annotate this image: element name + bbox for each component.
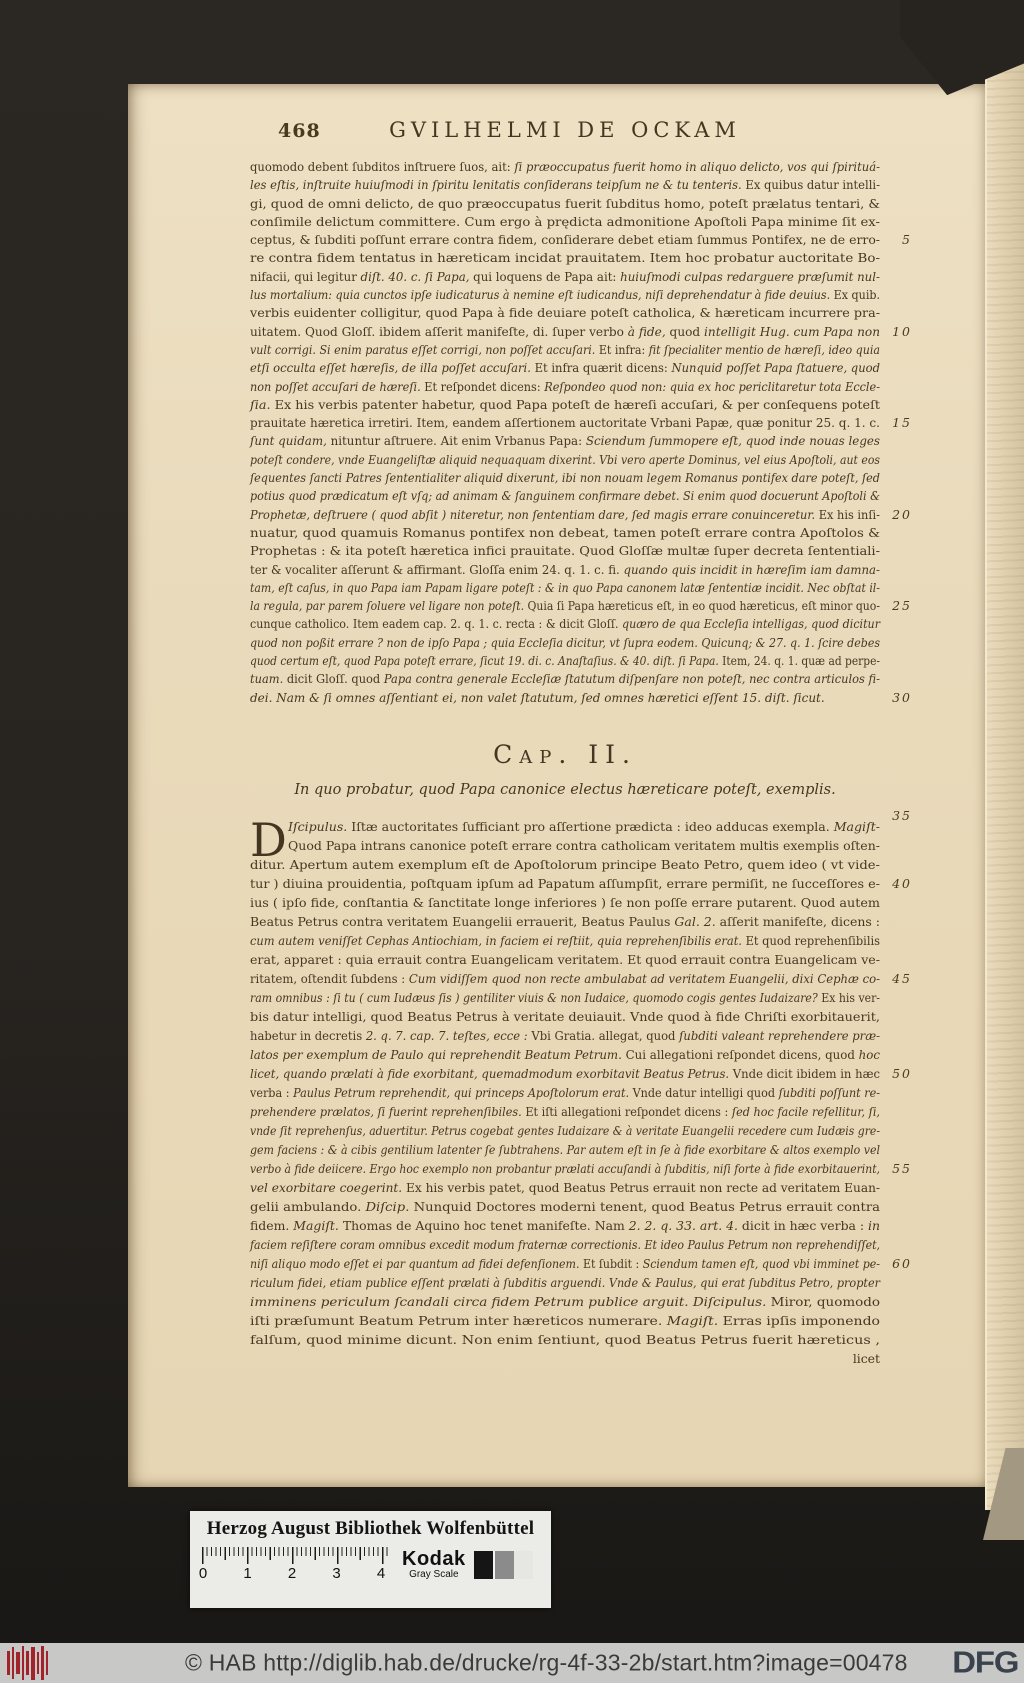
margin-line-number: 5 xyxy=(902,232,912,248)
text-line: tur ) diuina prouidentia, poſtquam ipſum ad Papatum aſſumpſit, errare permiſit, ne ſucceſſores e- 40 xyxy=(250,875,912,891)
text-line: verbo à fide deiicere. Ergo hoc exemplo non probantur prælati accuſandi à ſubditis, niſi forte à fide exorbitauerint, 55 xyxy=(250,1160,912,1176)
page-content xyxy=(128,84,985,1368)
dfg-logo: DFG xyxy=(951,1644,1018,1680)
page-header-row xyxy=(250,118,880,142)
showthrough-texture xyxy=(987,40,1024,1510)
label-scale-row xyxy=(190,1540,551,1582)
margin-line-number: 20 xyxy=(892,506,912,522)
ruler-ticks xyxy=(202,1547,388,1564)
text-line: riculum fidei, etiam publice eſſent prælati à ſubditis arguendi. Vnde & Paulus, qui erat ſubditus Petro, propter xyxy=(250,1274,880,1290)
text-line: cum autem veniſſet Cephas Antiochiam, in faciem ei reſtiit, quia reprehenſibilis erat. Et quod reprehenſibilis xyxy=(250,932,880,948)
text-line: erat, apparet : quia errauit contra Euangelicam veritatem. Et quod errauit contra Euangelicam ve- xyxy=(250,951,880,967)
ruler-number: 1 xyxy=(243,1565,252,1582)
footer-bar xyxy=(0,1643,1024,1683)
text-line: gi, quod de omni delicto, de quo præoccupatus fuerit ſubditus homo, poteſt prælatus tentari, & xyxy=(250,196,880,211)
text-line: verba : Paulus Petrum reprehendit, qui princeps Apoſtolorum erat. Vnde datur intelligi quod ſubditi poſſunt re- xyxy=(250,1084,880,1100)
hab-red-barcode-icon xyxy=(7,1646,63,1680)
ruler-number: 4 xyxy=(376,1565,386,1582)
text-line: imminens periculum ſcandali circa fidem Petrum publice arguit. Diſcipulus. Miror, quomodo xyxy=(250,1293,880,1309)
text-line: re contra fidem tentatus in hæreticam incidat prauitatem. Item hoc probatur auctoritate Bo- xyxy=(250,251,880,266)
text-line: ditur. Apertum autem exemplum eſt de Apoſtolorum principe Beato Petro, quem ideo ( vt vide- xyxy=(250,856,880,872)
text-line: ram omnibus : ſi tu ( cum Iudæus ſis ) gentiliter viuis & non Iudaice, quomodo cogis gentes Iudaizare? Ex his ver- xyxy=(250,989,880,1005)
text-line: Iſcipulus. Iſtæ auctoritates ſufficiant pro aſſertione prædicta : ideo adducas exempla. Magiſt- xyxy=(288,818,880,834)
margin-line-number: 45 xyxy=(892,970,912,986)
text-line: quod certum eſt, quod Papa poteſt errare, ſicut 19. di. c. Anaſtaſius. & 40. diſt. ſi Papa. Item, 24. q. 1. quæ ad perpe- xyxy=(250,654,880,669)
margin-line-number: 15 xyxy=(892,415,912,431)
text-line: la regula, par parem ſoluere vel ligare non poteſt. Quia ſi Papa hæreticus eſt, in eo quod hæreticus, eſt minor quo- 25 xyxy=(250,597,880,615)
margin-line-number: 10 xyxy=(892,323,912,339)
cm-ruler xyxy=(198,1547,392,1582)
kodak-grayscale-caption: Gray Scale xyxy=(409,1569,459,1580)
text-line: verbis euidenter colligitur, quod Papa à fide deuiare poteſt catholica, & hæreticam incurrere pra- xyxy=(250,306,881,321)
ruler-numbers xyxy=(197,1565,387,1582)
text-line: iſti præſumunt Beatum Petrum inter hæreticos numerare. Magiſt. Erras ipſis imponendo xyxy=(250,1312,880,1328)
text-line: nuatur, quod quamuis Romanus pontifex non debeat, tamen poteſt errare contra Apoſtolos & xyxy=(250,525,880,540)
text-line: ceptus, & ſubditi poſſunt errare contra fidem, conſiderare debet etiam ſummus Pontifex, ne de erro- 5 xyxy=(250,231,880,249)
text-line: faciem reſiſtere coram omnibus excedit modum fraternæ correctionis. Et ideo Paulus Petrum non reprehendiſſet, xyxy=(250,1236,880,1252)
text-line: habetur in decretis 2. q. 7. cap. 7. teſtes, ecce : Vbi Gratia. allegat, quod ſubditi valeant reprehendere præ- xyxy=(250,1027,880,1043)
text-line: prauitate hæretica irretiri. Item, eandem aſſertionem auctoritate Vrbani Papæ, quæ ponitur 25. q. 1. c. 15 xyxy=(250,414,880,432)
library-label-card xyxy=(190,1511,551,1608)
kodak-grayscale-label xyxy=(402,1550,466,1580)
library-name: Herzog August Bibliothek Wolfenbüttel xyxy=(206,1518,535,1539)
text-line: Quod Papa intrans canonice poteſt errare contra catholicam veritatem multis exemplis oſten- xyxy=(288,837,881,853)
text-line: bis datur intelligi, quod Beatus Petrus à veritate deuiauit. Vnde quod à fide Chriſti exorbitauerit, xyxy=(250,1008,880,1024)
text-line: falſum, quod minime dicunt. Non enim ſentiunt, quod Beatus Petrus fuerit hæreticus , xyxy=(250,1331,880,1347)
text-line: lus mortalium: quia cunctos ipſe iudicaturus à nemine eſt iudicandus, niſi deprehendatur à fide deuius. Ex quib. xyxy=(250,288,880,303)
running-title: GVILHELMI DE OCKAM xyxy=(389,118,741,142)
copyright-url-text: © HAB http://diglib.hab.de/drucke/rg-4f-33-2b/start.htm?image=00478 xyxy=(185,1649,908,1676)
text-line: tuam. dicit Gloſſ. quod Papa contra generale Eccleſiæ ſtatutum diſpenſare non poteſt, nec contra articulos fi- xyxy=(250,672,880,687)
text-line: gem faciens : & à cibis gentilium latenter ſe ſubtrahens. Par autem eſt in ſe à fide exorbitare & altos exemplo vel xyxy=(250,1141,880,1157)
margin-line-number: 40 xyxy=(892,875,912,891)
margin-line-number: 55 xyxy=(892,1160,912,1176)
text-line: quod non poßit errare ? non de ipſo Papa ; quia Eccleſia dicitur, vt ſupra eodem. Quicunq; & 27. q. 1. ſcire debes xyxy=(250,635,880,650)
book-page-edge xyxy=(985,40,1024,1510)
text-line: Prophetas : & ita poteſt hæretica infici prauitate. Quod Gloſſæ multæ ſuper decreta ſententiali- xyxy=(250,544,880,559)
text-line: ius ( ipſo fide, conſtantia & ſanctitate longe inferiores ) ſe non poſſe errare putarent. Quod autem xyxy=(250,894,880,910)
book-page-scan xyxy=(128,84,985,1487)
gray-patch-light xyxy=(514,1551,533,1579)
text-line: ter & vocaliter aſſerunt & affirmant. Gloſſa enim 24. q. 1. c. fi. quando quis incidit in hæreſim iam damna- xyxy=(250,562,880,577)
text-line: latos per exemplum de Paulo qui reprehendit Beatum Petrum. Cui allegationi reſpondet dicens, quod hoc xyxy=(250,1046,880,1062)
text-line: quomodo debent ſubditos inſtruere ſuos, ait: ſi præoccupatus fuerit homo in aliquo delicto, vos qui ſpirituá- xyxy=(250,160,880,174)
text-line: vnde ſit reprehenſus, aduertitur. Petrus cogebat gentes Iudaizare & à veritate Euangelii recedere cum Iudæis gre- xyxy=(250,1122,880,1138)
gray-patch-mid xyxy=(493,1551,514,1579)
chapter-subtitle xyxy=(250,780,912,823)
gray-patch-black xyxy=(474,1551,493,1579)
text-line: cunque catholico. Item eadem cap. 2. q. 1. c. recta : & dicit Gloſſ. quæro de qua Eccleſia intelligas, quod dicitur xyxy=(250,617,880,632)
page-number: 468 xyxy=(278,120,321,142)
text-line: ſequentes ſancti Patres ſententialiter aliquid dixerunt, ibi non nouam legem Romanus pontifex dare poteſt, ſed xyxy=(250,471,880,486)
margin-line-number: 25 xyxy=(892,598,912,614)
chapter-subtitle-text: In quo probatur, quod Papa canonice electus hæreticare poteſt, exemplis. xyxy=(294,781,836,798)
text-line: vult corrigi. Si enim paratus eſſet corrigi, non poſſet accuſari. Et infra: fit ſpecialiter mentio de hæreſi, ideo quia xyxy=(250,342,880,357)
text-line: les eſtis, inſtruite huiuſmodi in ſpiritu lenitatis conſiderans teipſum ne & tu tenteris. Ex quibus datur intelli- xyxy=(250,178,880,193)
text-line: dei. Nam & ſi omnes aſſentiant ei, non valet ſtatutum, ſed omnes hæretici eſſent 15. diſt. ſicut. 30 xyxy=(250,689,880,707)
ruler-number: 3 xyxy=(332,1565,341,1582)
text-line: prehendere prælatos, ſi fuerint reprehenſibiles. Et iſti allegationi reſpondet dicens : ſed hoc facile refellitur, ſi, xyxy=(250,1103,880,1119)
ruler-number: 0 xyxy=(198,1565,208,1582)
text-line: nifacii, qui legitur diſt. 40. c. ſi Papa, qui loquens de Papa ait: huiuſmodi culpas redarguere præſumit nul- xyxy=(250,269,880,284)
catchword-line: licet xyxy=(852,1350,880,1366)
margin-line-number: 35 xyxy=(892,807,912,823)
chapter-heading: Cap. II. xyxy=(493,739,637,769)
grayscale-patches xyxy=(474,1551,533,1579)
text-line: ritatem, oſtendit ſubdens : Cum vidiſſem quod non recte ambulabat ad veritatem Euangelii, dixi Cephæ co- 45 xyxy=(250,970,912,986)
text-line: etſi occulta eſſet hæreſis, de illa poſſet accuſari. Et infra quærit dicens: Nunquid poſſet Papa ſtatuere, quod xyxy=(250,361,880,376)
text-line: conſimile delictum committere. Cum ergo à prędicta admonitione Apoſtoli Papa minime ſit ex- xyxy=(250,214,880,229)
text-line: ſunt quidam, nituntur aſtruere. Ait enim Vrbanus Papa: Sciendum ſummopere eſt, quod inde nouas leges xyxy=(250,434,880,449)
kodak-brand: Kodak xyxy=(402,1548,466,1570)
text-line: Prophetæ, deſtruere ( quod abſit ) niteretur, non ſententiam dare, ſed magis errare conuinceretur. Ex his inſi- 20 xyxy=(250,506,880,524)
drop-cap-initial: D xyxy=(250,812,287,867)
text-line: niſi aliquo modo eſſet ei par quantum ad fidei defenſionem. Et ſubdit : Sciendum tamen eſt, quod vbi imminet pe- 60 xyxy=(250,1255,912,1271)
text-line: gelii ambulando. Diſcip. Nunquid Doctores moderni tenent, quod Beatus Petrus errauit contra xyxy=(250,1198,880,1214)
text-line: vel exorbitare coegerint. Ex his verbis patet, quod Beatus Petrus errauit non recte ad veritatem Euan- xyxy=(250,1179,880,1195)
text-line: licet, quando prælati à fide exorbitant, quemadmodum exorbitavit Beatus Petrus. Vnde dicit ibidem in hæc 50 xyxy=(250,1065,912,1081)
text-line: ſia. Ex his verbis patenter habetur, quod Papa poteſt de hæreſi accuſari, & per conſequens poteſt xyxy=(250,397,881,412)
text-line: non poſſet accuſari de hæreſi. Et reſpondet dicens: Reſpondeo quod non: quia ex hoc periclitaretur tota Eccle- xyxy=(250,379,880,394)
ruler-number: 2 xyxy=(287,1565,297,1582)
margin-line-number: 60 xyxy=(892,1255,912,1271)
margin-line-number: 50 xyxy=(892,1065,912,1081)
text-line: fidem. Magiſt. Thomas de Aquino hoc tenet manifeſte. Nam 2. 2. q. 33. art. 4. dicit in hæc verba : in xyxy=(250,1217,880,1233)
text-line: uitatem. Quod Gloſſ. ibidem aſſerit manifeſte, di. ſuper verbo à fide, quod intelligit Hug. cum Papa non 10 xyxy=(250,323,880,341)
text-line: potius quod prædicatum eſt vſq; ad animam & ſanguinem confirmare debet. Si enim quod docuerunt Apoſtoli & xyxy=(250,489,880,504)
text-line: poteſt condere, vnde Euangeliſtæ aliquid nequaquam dixerint. Vbi vero aperte Dominus, vel eius Apoſtoli, aut eos xyxy=(250,452,880,467)
text-line: Beatus Petrus contra veritatem Euangelii errauerit, Beatus Paulus Gal. 2. aſſerit manifeſte, dicens : xyxy=(250,913,880,929)
chapter1-text-block xyxy=(250,158,912,707)
text-line: tam, eſt caſus, in quo Papa iam Papam ligare poteſt : & in quo Papa canonem latæ ſententiæ incidit. Nec obſtat il- xyxy=(250,580,880,595)
margin-line-number: 30 xyxy=(892,689,912,705)
